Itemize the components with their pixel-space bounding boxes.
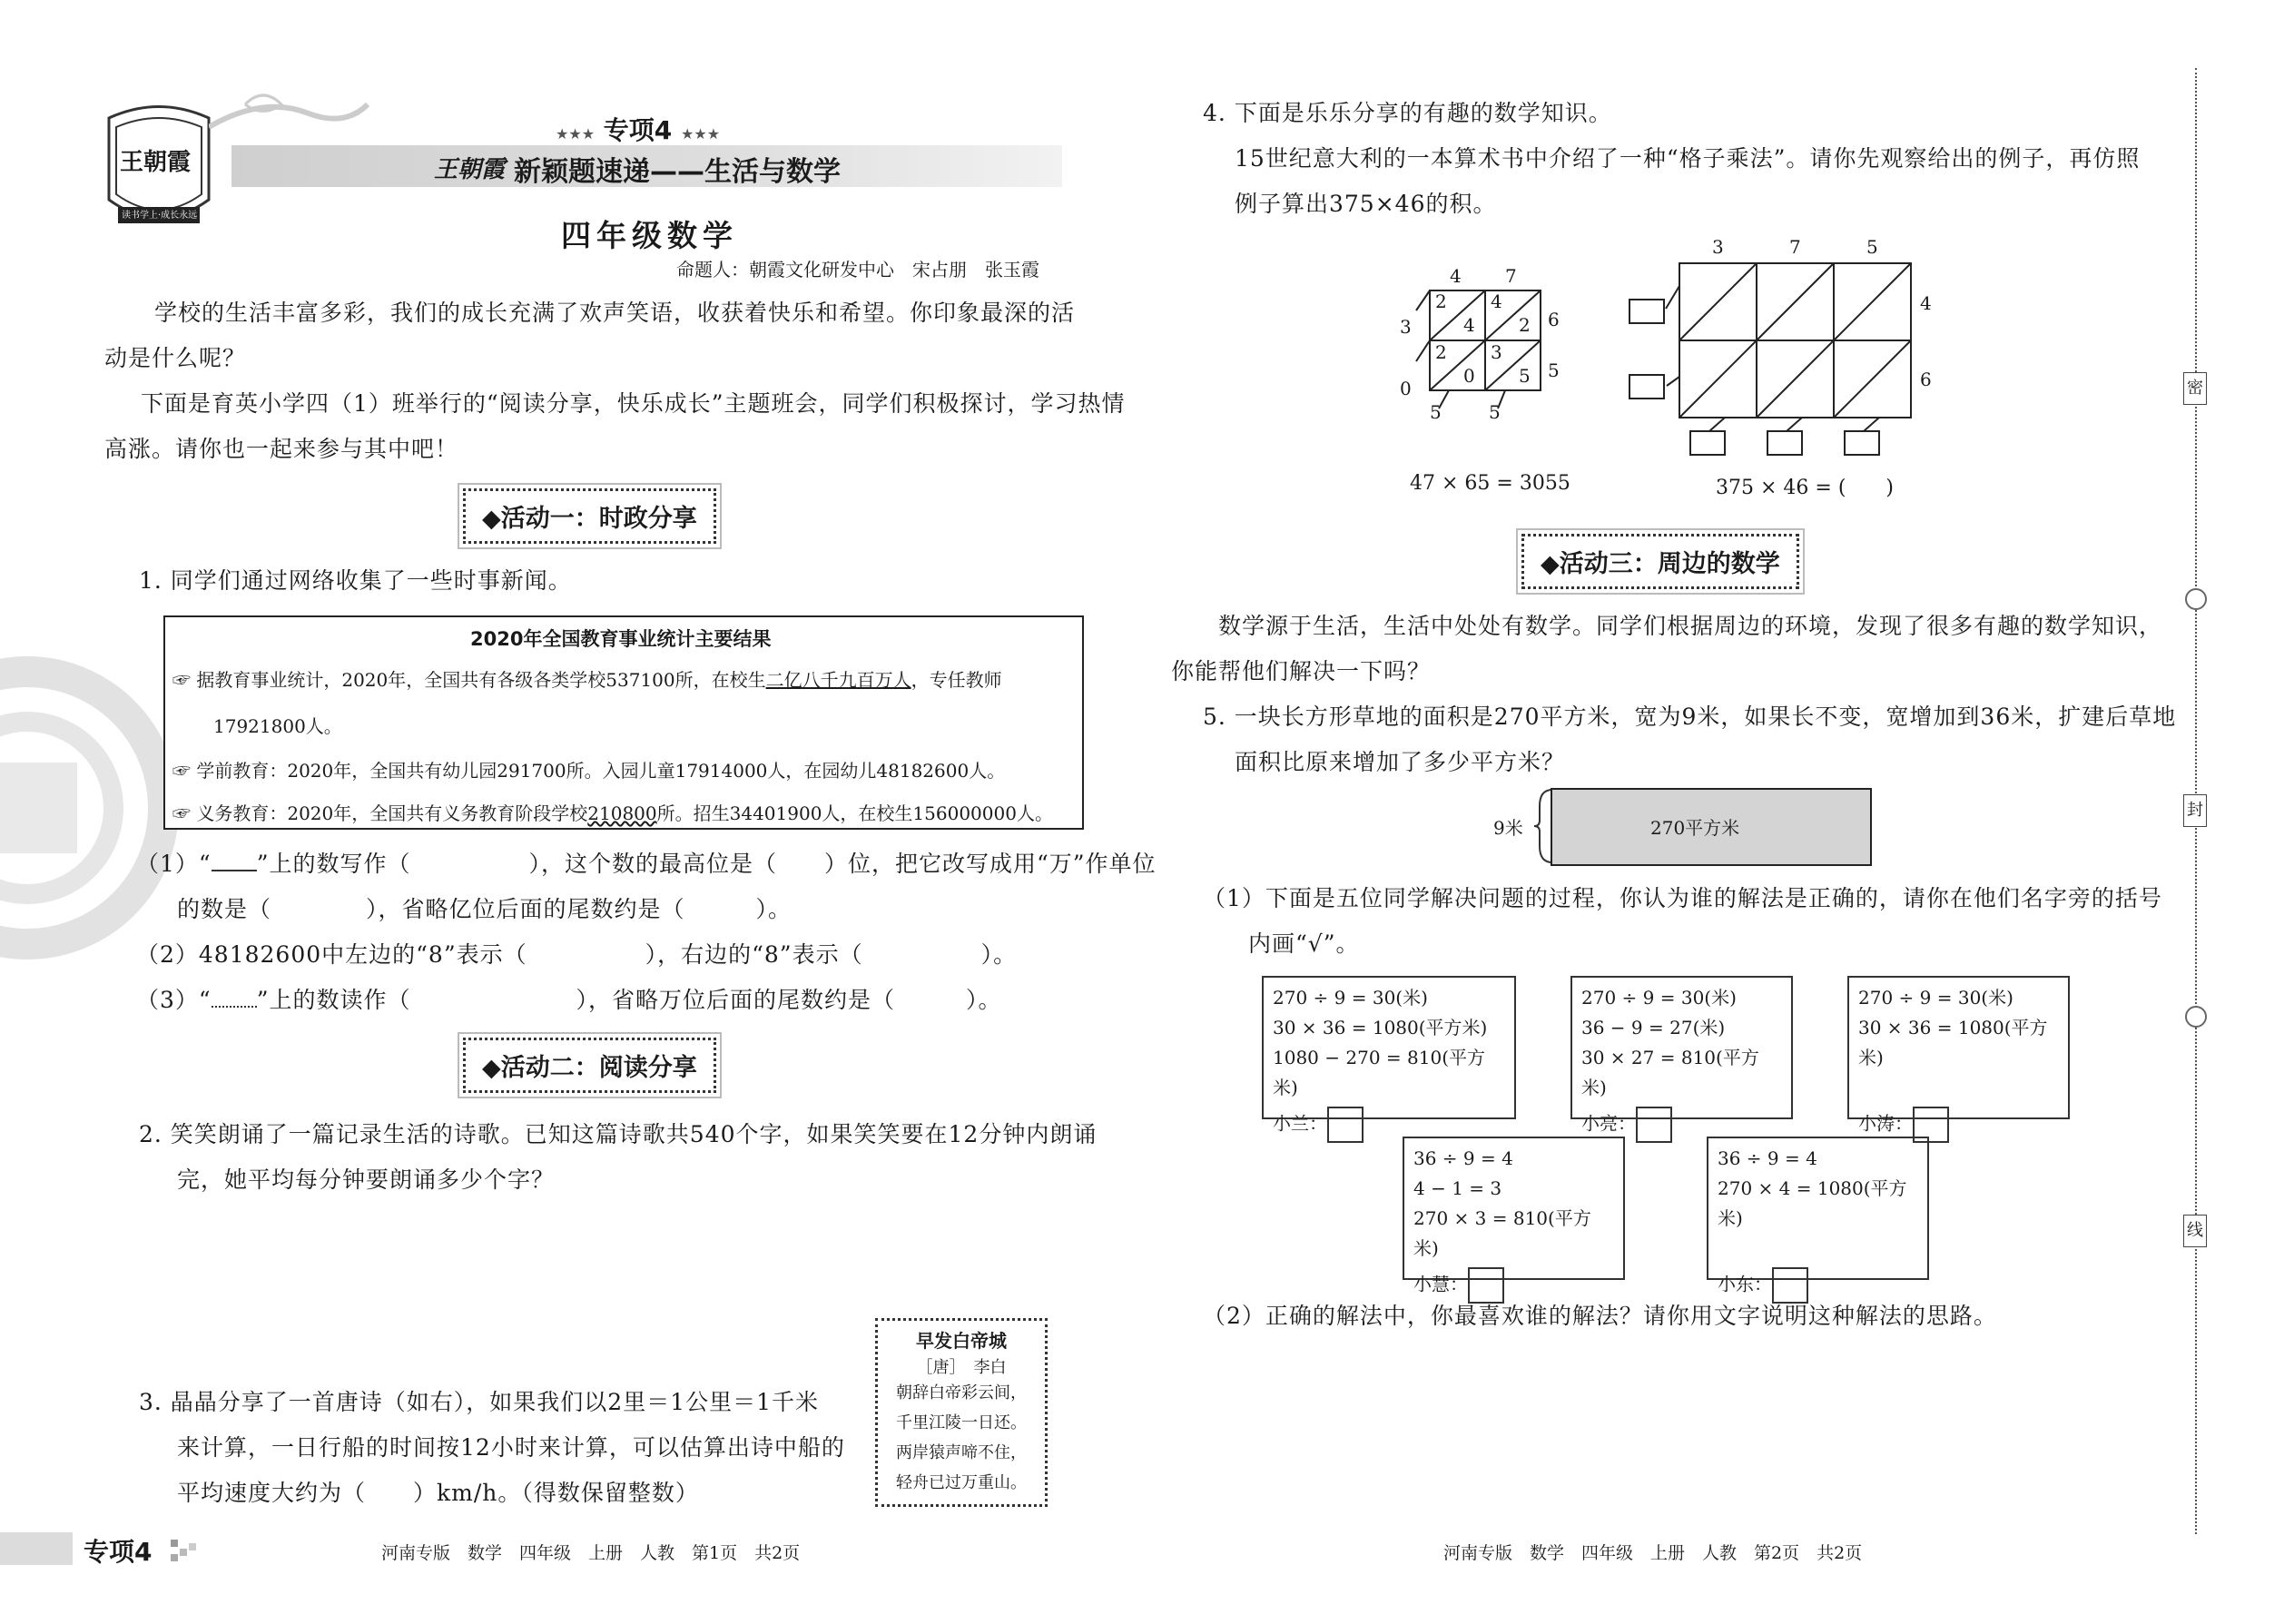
activity3-intro: 你能帮他们解决一下吗？ (1171, 658, 1432, 684)
stars-right: ★★★ (681, 125, 721, 143)
news-item-2: ☞ 学前教育：2020年，全国共有幼儿园291700所。入园儿童17914000人，在园幼儿48182600人。 (172, 760, 1006, 782)
student-name: 小慧： (1413, 1273, 1468, 1295)
ex-cell-digit: 4 (1491, 290, 1502, 312)
footer-info-left: 河南专版 数学 四年级 上册 人教 第1页 共2页 (381, 1543, 801, 1563)
binding-hole (2185, 588, 2207, 610)
activity2-heading: ◆活动二：阅读分享 (463, 1038, 716, 1093)
news-item-1: ☞ 据教育事业统计，2020年，全国共有各级各类学校537100所，在校生二亿八千九百万人，专任教师 (172, 669, 1002, 691)
grid-top-digit: 5 (1866, 236, 1878, 258)
lattice-example (1389, 263, 1570, 427)
poem-title: 早发白帝城 (916, 1330, 1007, 1352)
solution-xiaotao: 270 ÷ 9 = 30(米) 30 × 36 = 1080(平方米) 小涛： (1847, 976, 2070, 1119)
question1: 1. 同学们通过网络收集了一些时事新闻。 (139, 567, 572, 594)
solution-xiaoliang: 270 ÷ 9 = 30(米) 36 − 9 = 27(米) 30 × 27 = 810(平方米) 小亮： (1570, 976, 1793, 1119)
poem-line: 朝辞白帝彩云间， (896, 1383, 1027, 1403)
question5-cont: 面积比原来增加了多少平方米？ (1235, 749, 1566, 775)
binding-hole (2185, 1006, 2207, 1028)
sub-question-5-2: （2）正确的解法中，你最喜欢谁的解法？请你用文字说明这种解法的思路。 (1203, 1303, 1997, 1329)
series-label: 专项4 (603, 115, 673, 145)
lattice-exercise (1616, 259, 1925, 468)
news-title: 2020年全国教育事业统计主要结果 (470, 628, 772, 650)
ex-cell-digit: 0 (1463, 365, 1475, 387)
logo-subtext: 读书学上·成长永远 (122, 211, 198, 221)
stars-left: ★★★ (556, 125, 596, 143)
intro-line: 下面是育英小学四（1）班举行的“阅读分享，快乐成长”主题班会，同学们积极探讨，学习热情 (141, 390, 1126, 417)
ex-cell-digit: 2 (1435, 290, 1447, 312)
grid-top-digit: 7 (1789, 236, 1801, 258)
sub-question-5-1: （1）下面是五位同学解决问题的过程，你认为谁的解法是正确的，请你在他们名字旁的括号 (1203, 885, 2162, 911)
solution-xiaohui: 36 ÷ 9 = 4 4 − 1 = 3 270 × 3 = 810(平方米) 小慧： (1403, 1137, 1625, 1280)
hand-icon: ☞ (172, 669, 191, 691)
sub-question-1-cont: 的数是（ ），省略亿位后面的尾数约是（ ）。 (177, 896, 793, 922)
student-name: 小东： (1718, 1273, 1772, 1295)
blank-line (212, 870, 257, 871)
series-header (556, 111, 720, 147)
check-box[interactable] (1327, 1107, 1364, 1143)
ex-top-digit: 7 (1505, 265, 1517, 287)
hand-icon: ☞ (172, 760, 191, 782)
wavy-blank (212, 1006, 257, 1008)
ex-left-digit: 0 (1400, 378, 1412, 399)
grid-top-digit: 3 (1712, 236, 1724, 258)
binding-mark: 线 (2183, 1215, 2207, 1247)
question4: 4. 下面是乐乐分享的有趣的数学知识。 (1203, 100, 1612, 126)
ex-top-digit: 4 (1450, 265, 1462, 287)
poem-line: 千里江陵一日还。 (896, 1413, 1027, 1432)
underlined-number: 二亿八千九百万人 (765, 669, 911, 691)
check-box[interactable] (1636, 1107, 1672, 1143)
ex-right-digit: 6 (1548, 309, 1560, 330)
student-name: 小涛： (1858, 1112, 1913, 1135)
example-equation: 47 × 65 = 3055 (1410, 472, 1570, 495)
wavy-number: 210800 (587, 802, 657, 824)
hand-icon: ☞ (172, 802, 191, 824)
activity3-intro: 数学源于生活，生活中处处有数学。同学们根据周边的环境，发现了很多有趣的数学知识， (1218, 613, 2163, 639)
question5: 5. 一块长方形草地的面积是270平方米，宽为9米，如果长不变，宽增加到36米，扩建后草地 (1203, 704, 2177, 730)
poem-line: 两岸猿声啼不住， (896, 1443, 1027, 1462)
question4-text: 15世纪意大利的一本算术书中介绍了一种“格子乘法”。请你先观察给出的例子，再仿照 (1235, 145, 2141, 172)
intro-line: 动是什么呢？ (104, 345, 247, 371)
student-name: 小兰： (1273, 1112, 1327, 1135)
subject-title: 四年级数学 (561, 218, 738, 253)
grid-right-digit: 6 (1920, 369, 1932, 390)
ex-cell-digit: 5 (1519, 365, 1531, 387)
ex-left-digit: 3 (1400, 316, 1412, 338)
binding-mark: 封 (2183, 794, 2207, 827)
question3: 3. 晶晶分享了一首唐诗（如右），如果我们以2里＝1公里＝1千米 (139, 1389, 820, 1415)
student-name: 小亮： (1581, 1112, 1636, 1135)
sub-question-5-1-cont: 内画“√”。 (1248, 930, 1360, 957)
footer-band (0, 1532, 73, 1565)
question3-cont: 来计算，一日行船的时间按12小时来计算，可以估算出诗中船的 (177, 1434, 845, 1461)
page-title: 新颖题速递——生活与数学 (514, 156, 841, 188)
ex-right-digit: 5 (1548, 359, 1560, 381)
rect-width-label: 9米 (1493, 817, 1523, 839)
brand-name: 王朝霞 (434, 156, 506, 183)
sub-question-3: （3）“ ”上的数读作（ ），省略万位后面的尾数约是（ ）。 (136, 987, 1002, 1013)
intro-line: 高涨。请你也一起来参与其中吧！ (104, 436, 459, 462)
question3-cont: 平均速度大约为（ ）km/h。（得数保留整数） (177, 1480, 699, 1506)
question2: 2. 笑笑朗诵了一篇记录生活的诗歌。已知这篇诗歌共540个字，如果笑笑要在12分钟内朗诵 (139, 1121, 1098, 1147)
poem-line: 轻舟已过万重山。 (896, 1473, 1027, 1492)
question2-cont: 完，她平均每分钟要朗诵多少个字？ (177, 1166, 556, 1193)
question4-text: 例子算出375×46的积。 (1235, 191, 1497, 217)
sub-question-1: （1）“ ”上的数写作（ ），这个数的最高位是（ ）位，把它改写成用“万”作单位 (136, 851, 1157, 877)
activity1-heading: ◆活动一：时政分享 (463, 488, 716, 544)
intro-line: 学校的生活丰富多彩，我们的成长充满了欢声笑语，收获着快乐和希望。你印象最深的活 (154, 300, 1076, 326)
authors: 命题人：朝霞文化研发中心 宋占朋 张玉霞 (676, 259, 1039, 281)
ex-cell-digit: 2 (1519, 314, 1531, 336)
ex-bottom-digit: 5 (1430, 401, 1442, 423)
solution-xiaolan: 270 ÷ 9 = 30(米) 30 × 36 = 1080(平方米) 1080 − 270 = 810(平方米) 小兰： (1262, 976, 1516, 1119)
exercise-equation: 375 × 46 = ( ) (1716, 477, 1894, 499)
grid-right-digit: 4 (1920, 292, 1932, 314)
ex-cell-digit: 3 (1491, 341, 1502, 363)
ex-bottom-digit: 5 (1489, 401, 1501, 423)
news-item-3: ☞ 义务教育：2020年，全国共有义务教育阶段学校210800所。招生34401900人，在校生156000000人。 (172, 802, 1053, 824)
footer-squares (171, 1540, 207, 1567)
footer-series: 专项4 (84, 1537, 153, 1567)
footer-info-right: 河南专版 数学 四年级 上册 人教 第2页 共2页 (1443, 1543, 1863, 1563)
poem-author: ［唐］ 李白 (916, 1358, 1007, 1377)
poem-box (875, 1318, 1048, 1507)
rect-area-label: 270平方米 (1650, 817, 1740, 839)
binding-mark: 密 (2183, 372, 2207, 405)
ex-cell-digit: 2 (1435, 341, 1447, 363)
activity3-heading: ◆活动三：周边的数学 (1521, 534, 1799, 589)
solution-xiaodong: 36 ÷ 9 = 4 270 × 4 = 1080(平方米) 小东： (1707, 1137, 1929, 1280)
brand-logo (100, 100, 218, 236)
sub-question-2: （2）48182600中左边的“8”表示（ ），右边的“8”表示（ ）。 (136, 941, 1018, 968)
logo-text: 王朝霞 (120, 149, 192, 176)
ribbon-decoration (209, 86, 372, 150)
ex-cell-digit: 4 (1463, 314, 1475, 336)
news-item-1-cont: 17921800人。 (213, 715, 342, 737)
